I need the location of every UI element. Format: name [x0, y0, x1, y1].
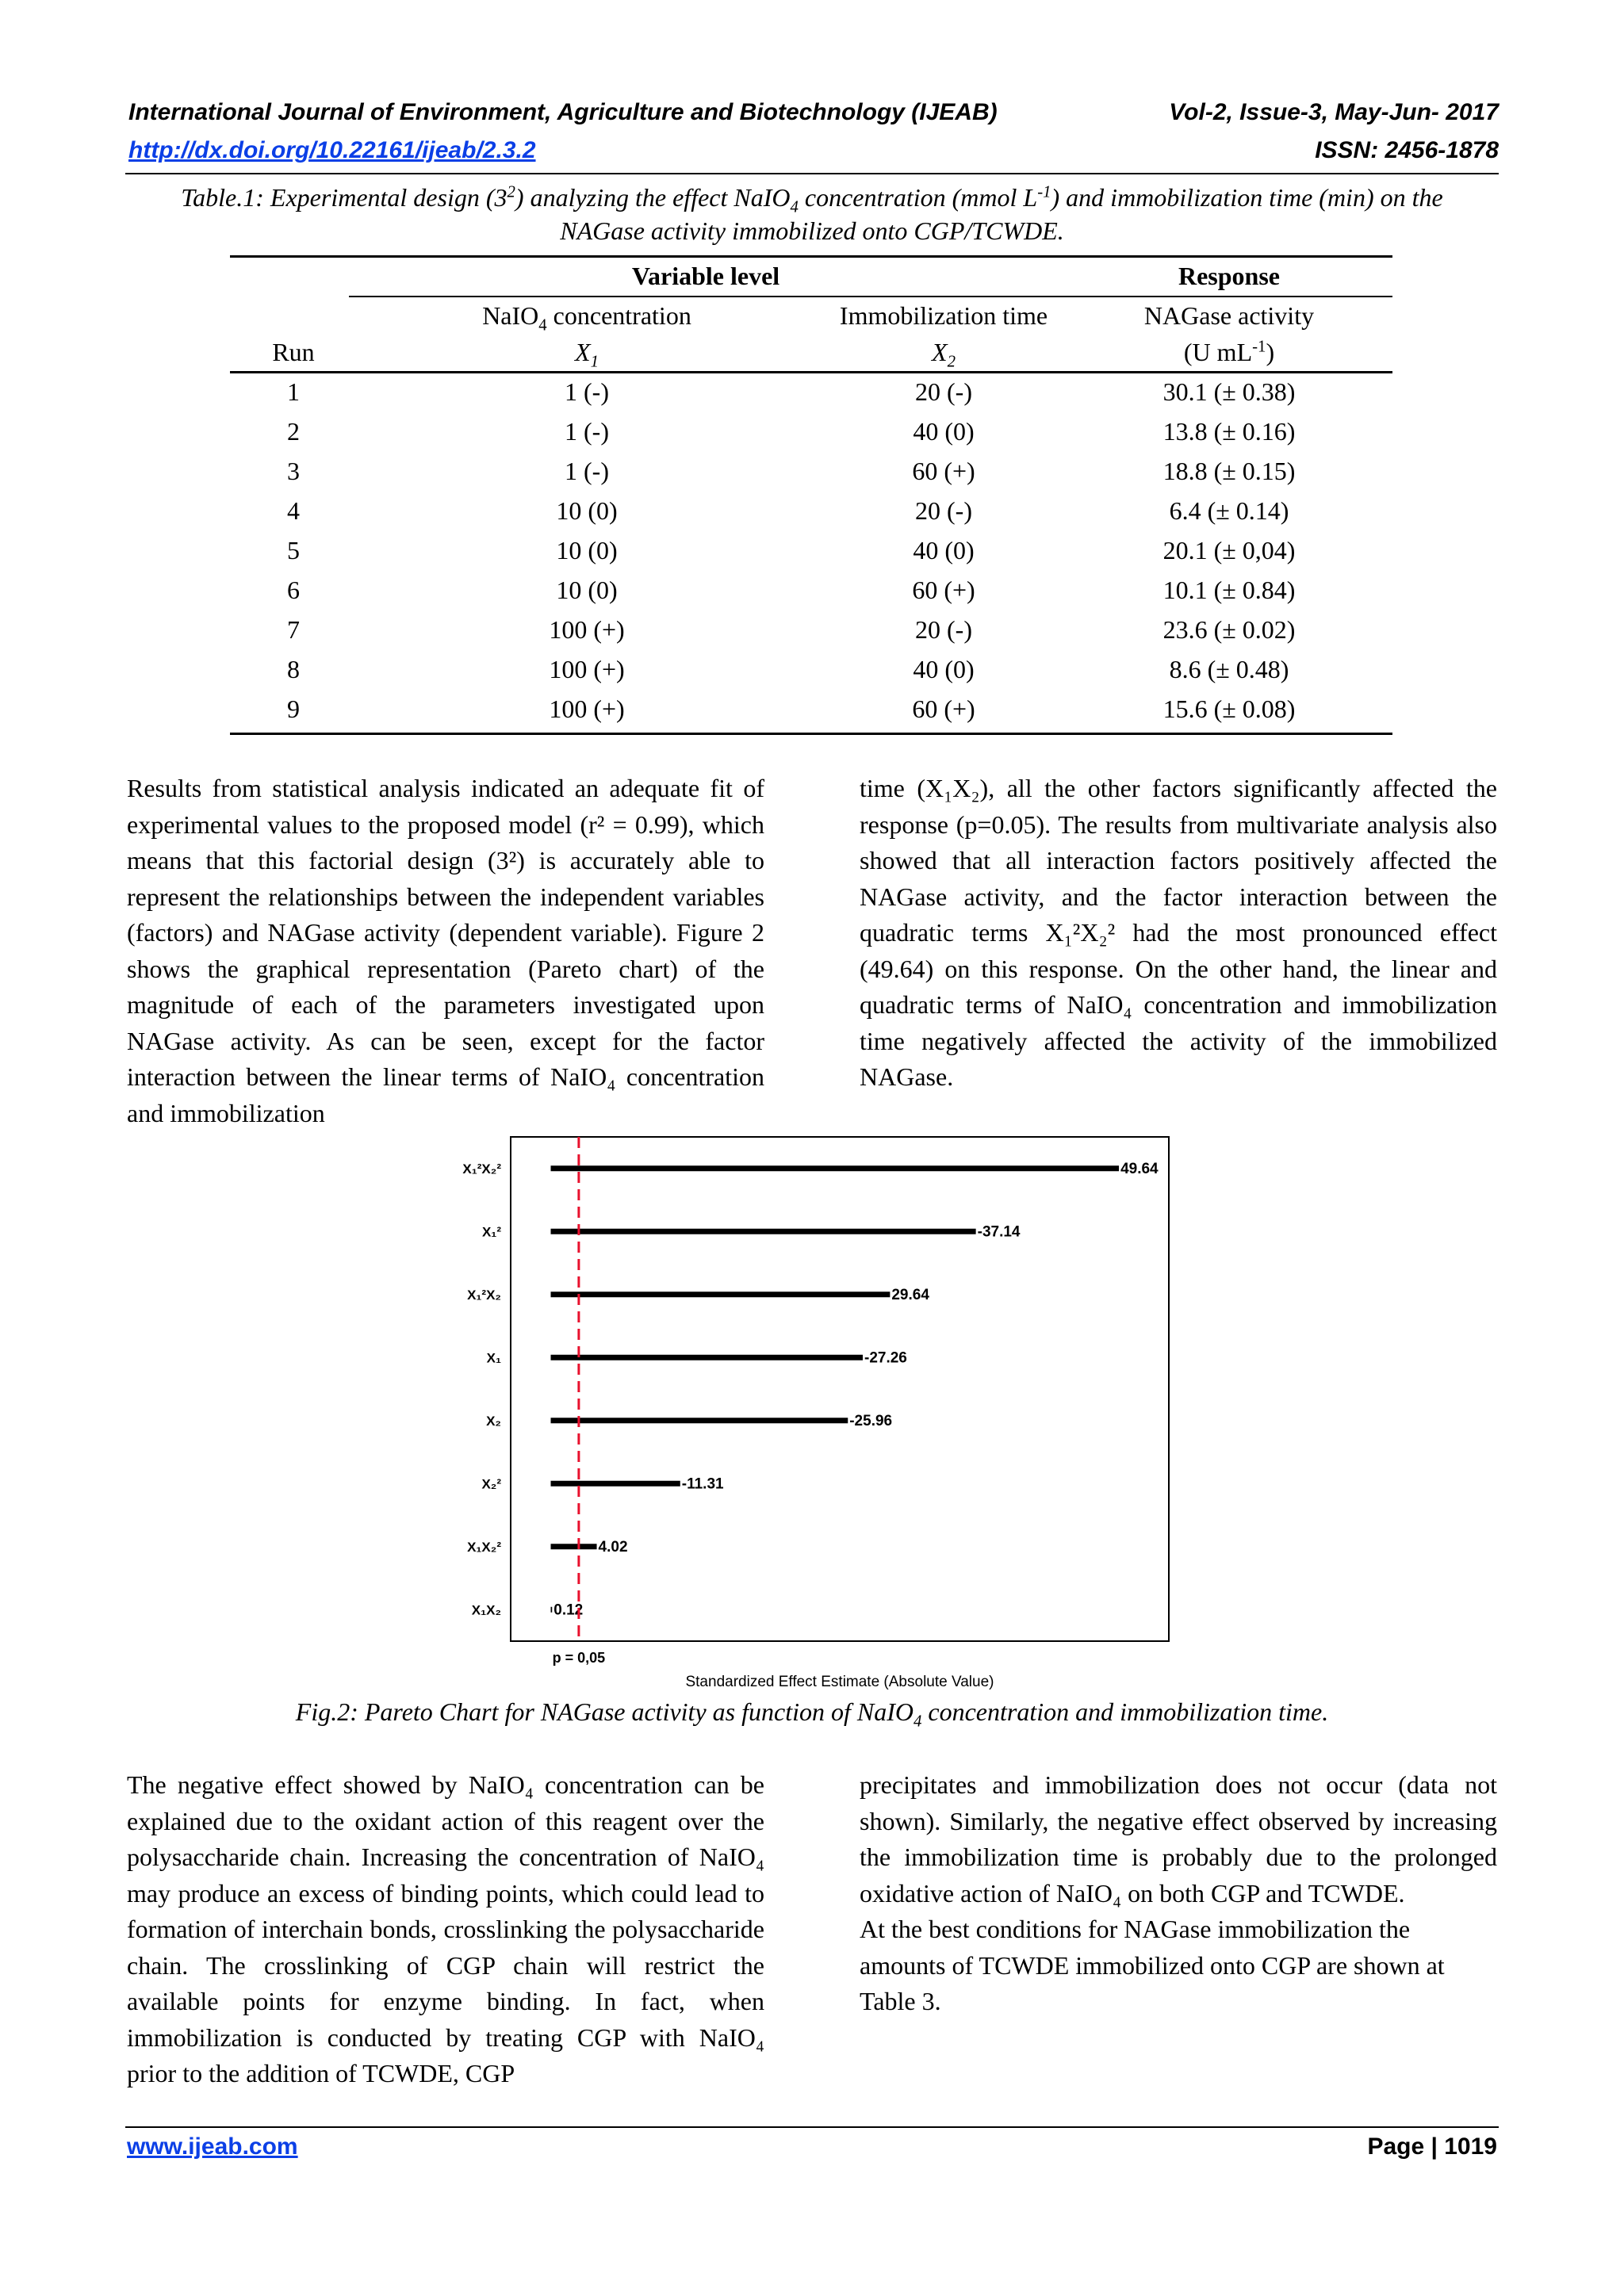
- category-tick-label: X₂: [486, 1413, 501, 1429]
- plot-frame: [511, 1137, 1169, 1641]
- table-cell-x2: 20 (-): [915, 496, 972, 525]
- bar-value-label: 49.64: [1120, 1160, 1159, 1177]
- col-header-response-unit: (U $mL^{-1}$): [1183, 337, 1275, 366]
- col-header-response: NAGase activity: [1143, 301, 1315, 330]
- table-cell-x2: 60 (+): [912, 695, 975, 723]
- col-header-x1: NaIO$_4$ concentration: [482, 301, 691, 335]
- table-cell-x2: 60 (+): [912, 457, 975, 485]
- category-tick-label: X₁: [486, 1350, 501, 1366]
- table-cell-x2: 40 (0): [913, 417, 975, 446]
- table-cell-x2: 40 (0): [913, 536, 975, 564]
- table-cell-run: 7: [287, 615, 300, 644]
- website-link[interactable]: www.ijeab.com: [127, 2133, 298, 2160]
- table-cell-x1: 10 (0): [556, 496, 618, 525]
- bar-value-label: -11.31: [681, 1475, 724, 1493]
- bar-value-label: 0.12: [553, 1601, 584, 1619]
- table-cell-run: 3: [287, 457, 300, 485]
- bar-value-label: 29.64: [891, 1286, 929, 1303]
- table-cell-resp: 13.8 (± 0.16): [1162, 417, 1296, 446]
- body-paragraph-right-2: precipitates and immobilization does not occur (data not shown). Similarly, the negative effect observed by increasing the immobilization time is probably due to the prolonged oxidative action of NaIO₄ on both CGP and TCWDE. At the best conditions for NAGase immobilization the amounts of TCWDE immobilized onto CGP are shown at Table 3.: [860, 1770, 1497, 2015]
- table-cell-x1: 1 (-): [565, 417, 609, 446]
- table-cell-resp: 6.4 (± 0.14): [1169, 496, 1289, 525]
- footer-rule: [125, 2126, 1499, 2128]
- table-bottom-rule: [230, 733, 1392, 735]
- table-cell-run: 1: [287, 377, 300, 406]
- table-top-rule: [230, 255, 1392, 258]
- bar-value-label: 4.02: [598, 1538, 628, 1556]
- category-tick-label: X₁X₂²: [467, 1539, 501, 1555]
- table-cell-x1: 100 (+): [549, 695, 625, 723]
- table-cell-run: 8: [287, 655, 300, 683]
- bar-value-label: -25.96: [849, 1412, 893, 1429]
- journal-title: International Journal of Environment, Agriculture and Biotechnology (IJEAB): [128, 99, 998, 125]
- body-paragraph-right-1: time (X₁X₂), all the other factors significantly affected the response (p=0.05). The results from multivariate analysis also showed that all interaction factors positively affected the NAGase activity, and the factor interaction between the quadratic terms X₁²X₂² had the most pronounced effect (49.64) on this response. On the other hand, the linear and quadratic terms of NaIO₄ concentration and immobilization time negatively affected the activity of the immobilized NAGase.: [860, 774, 1497, 1091]
- table-cell-x2: 60 (+): [912, 576, 975, 604]
- header-rule: [125, 173, 1499, 174]
- table-cell-run: 6: [287, 576, 300, 604]
- category-tick-label: X₁X₂: [471, 1602, 501, 1618]
- footer-website-wrap: [127, 2131, 298, 2163]
- table-cell-run: 4: [287, 496, 300, 525]
- table-header-rule: [230, 371, 1392, 373]
- table-cell-x1: 100 (+): [549, 655, 625, 683]
- bar-value-label: -27.26: [864, 1349, 907, 1367]
- journal-volume: Vol-2, Issue-3, May-Jun- 2017: [1169, 99, 1499, 125]
- category-tick-label: X₁²X₂²: [462, 1161, 501, 1177]
- table-cell-x1: 1 (-): [565, 457, 609, 485]
- table-cell-run: 5: [287, 536, 300, 564]
- doi-link[interactable]: http://dx.doi.org/10.22161/ijeab/2.3.2: [128, 137, 536, 163]
- table-cell-run: 9: [287, 695, 300, 723]
- body-paragraph-left-1: Results from statistical analysis indicated an adequate fit of experimental values to the proposed model (r² = 0.99), which means that this factorial design (3²) is accurately able to represent the relationships between the independent variables (factors) and NAGase activity (dependent variable). Figure 2 shows the graphical representation (Pareto chart) of the magnitude of each of the parameters investigated upon NAGase activity. As can be seen, except for the factor interaction between the linear terms of NaIO₄ concentration and immobilization: [127, 774, 764, 1127]
- group-response: Response: [1178, 262, 1280, 290]
- page-number: Page | 1019: [1367, 2133, 1497, 2160]
- category-tick-label: X₂²: [481, 1476, 501, 1492]
- table-cell-resp: 10.1 (± 0.84): [1162, 576, 1296, 604]
- figure-caption: Fig.2: Pareto Chart for NAGase activity as function of NaIO$_4$ concentration and immobilization time.: [295, 1697, 1329, 1731]
- significance-label: p = 0,05: [552, 1649, 606, 1666]
- table-cell-run: 2: [287, 417, 300, 446]
- col-header-x2-symbol: $X_2$: [932, 338, 956, 371]
- table-cell-resp: 20.1 (± 0,04): [1162, 536, 1296, 564]
- col-header-x2: Immobilization time: [839, 301, 1048, 330]
- table-cell-resp: 23.6 (± 0.02): [1162, 615, 1296, 644]
- table-caption: Table.1: Experimental design $(3^2)$ analyzing the effect NaIO$_4$ concentration (mmol $L^{-1}$) and immobilization time (min) on the NAGase activity immobilized onto CGP/TCWDE.: [181, 182, 1443, 245]
- table-cell-resp: 30.1 (± 0.38): [1162, 377, 1296, 406]
- col-header-run: Run: [272, 338, 315, 366]
- table-cell-x1: 10 (0): [556, 576, 618, 604]
- table-cell-x2: 20 (-): [915, 615, 972, 644]
- table-cell-resp: 8.6 (± 0.48): [1169, 655, 1289, 683]
- category-tick-label: X₁²: [481, 1224, 501, 1240]
- body-paragraph-left-2: The negative effect showed by NaIO₄ concentration can be explained due to the oxidant action of this reagent over the polysaccharide chain. Increasing the concentration of NaIO₄ may produce an excess of binding points, which could lead to formation of interchain bonds, crosslinking the polysaccharide chain. The crosslinking of CGP chain will restrict the available points for enzyme binding. In fact, when immobilization is conducted by treating CGP with NaIO₄ prior to the addition of TCWDE, CGP: [127, 1770, 764, 2087]
- issn: ISSN: 2456-1878: [1315, 137, 1499, 163]
- group-rule: [349, 296, 1392, 297]
- table-cell-x1: 1 (-): [565, 377, 609, 406]
- table-cell-resp: 15.6 (± 0.08): [1162, 695, 1296, 723]
- bar-value-label: -37.14: [977, 1223, 1021, 1241]
- group-variable-level: Variable level: [631, 262, 780, 290]
- table-cell-resp: 18.8 (± 0.15): [1162, 457, 1296, 485]
- table-cell-x2: 40 (0): [913, 655, 975, 683]
- table-cell-x2: 20 (-): [915, 377, 972, 406]
- pareto-chart: [444, 1126, 1174, 1697]
- table-cell-x1: 10 (0): [556, 536, 618, 564]
- x-axis-label: Standardized Effect Estimate (Absolute Value): [685, 1673, 994, 1690]
- col-header-x1-symbol: $X_1$: [575, 338, 599, 371]
- table-cell-x1: 100 (+): [549, 615, 625, 644]
- doi-link-wrap: [128, 135, 536, 166]
- category-tick-label: X₁²X₂: [467, 1287, 501, 1303]
